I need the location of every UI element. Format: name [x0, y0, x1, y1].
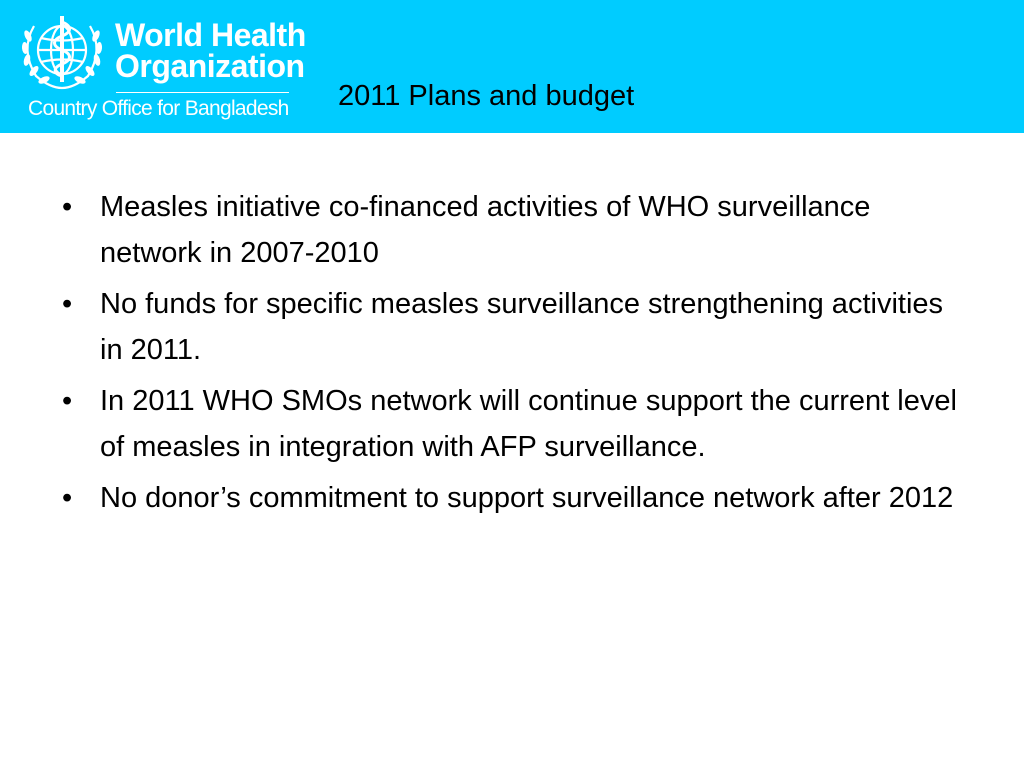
bullet-item	[0, 378, 1024, 470]
bullet-text: Measles initiative co-financed activities of WHO surveillance network in 2007-2010	[100, 191, 871, 269]
bullet-item	[0, 184, 1024, 276]
bullet-text: No donor’s commitment to support surveillance network after 2012	[100, 482, 954, 514]
bullet-glyph: •	[62, 288, 73, 320]
bullet-glyph: •	[62, 482, 73, 514]
header-band	[0, 0, 1024, 133]
bullet-glyph: •	[62, 385, 73, 417]
logo-divider	[116, 92, 289, 93]
bullet-item	[0, 475, 1024, 521]
bullet-text: In 2011 WHO SMOs network will continue support the current level of measles in integration with AFP surveillance.	[100, 385, 957, 463]
slide-title: 2011 Plans and budget	[338, 80, 635, 112]
who-emblem-icon	[12, 12, 112, 92]
organization-name	[115, 17, 306, 84]
country-office-name: Country Office for Bangladesh	[28, 97, 289, 120]
who-logo	[12, 8, 306, 126]
bullet-item	[0, 281, 1024, 373]
bullet-glyph: •	[62, 191, 73, 223]
organization-name-line2: Organization	[115, 48, 305, 84]
bullet-text: No funds for specific measles surveillance strengthening activities in 2011.	[100, 288, 944, 366]
bullet-list	[0, 184, 1024, 526]
organization-name-line1: World Health	[115, 17, 306, 53]
